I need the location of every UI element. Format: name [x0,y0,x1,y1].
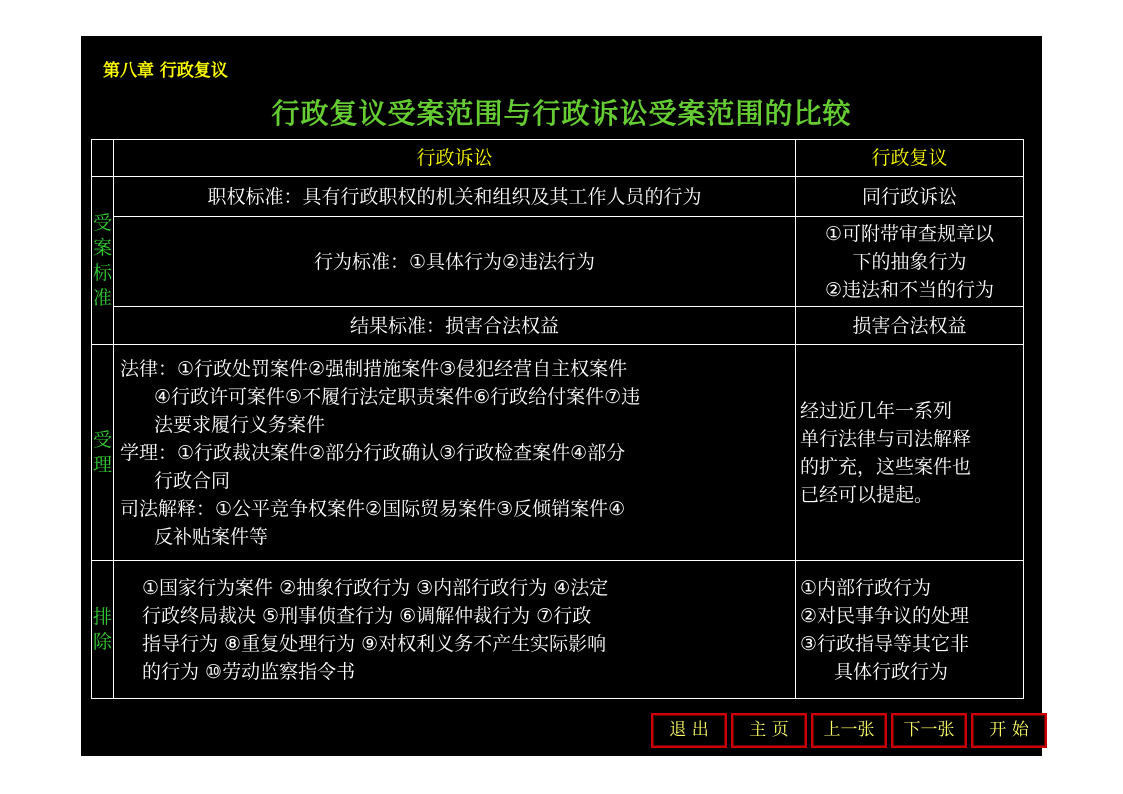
exclusion-review [796,561,1024,699]
scope-review-line: 经过近几年一系列 [800,399,953,422]
scope-line: 反补贴案件等 [154,525,269,548]
behavior-review [796,217,1024,307]
exclusion-review-line: 具体行政行为 [834,660,949,683]
section-acceptance-standard [92,177,114,345]
exclusion-line: 指导行为 ⑧重复处理行为 ⑨对权利义务不产生实际影响 [142,632,607,655]
header-litigation: 行政诉讼 [114,140,796,177]
exclusion-line: 的行为 ⑩劳动监察指令书 [142,660,356,683]
corner-cell [92,140,114,177]
behavior-review-line: ②违法和不当的行为 [824,278,995,301]
section-label: 受案标准 [92,211,112,309]
authority-review: 同行政诉讼 [796,177,1024,217]
scope-line: 行政合同 [154,469,231,492]
scope-line: 学理：①行政裁决案件②部分行政确认③行政检查案件④部分 [120,441,626,464]
exclusion-review-line: ①内部行政行为 [800,576,932,599]
nav-bar [651,713,1051,748]
exclusion-review-line: ③行政指导等其它非 [800,632,970,655]
next-button[interactable]: 下一张 [891,713,967,748]
section-label: 受理 [92,428,112,476]
header-review: 行政复议 [796,140,1024,177]
section-exclusion [92,561,114,699]
home-button[interactable]: 主 页 [731,713,807,748]
slide [81,36,1042,756]
scope-litigation [114,345,796,561]
exclusion-line: 行政终局裁决 ⑤刑事侦查行为 ⑥调解仲裁行为 ⑦行政 [142,604,592,627]
exclusion-line: ①国家行为案件 ②抽象行政行为 ③内部行政行为 ④法定 [142,576,609,599]
exclusion-litigation [114,561,796,699]
comparison-table [91,139,1024,699]
chapter-label: 第八章 行政复议 [103,61,228,81]
authority-litigation: 职权标准：具有行政职权的机关和组织及其工作人员的行为 [114,177,796,217]
slide-title: 行政复议受案范围与行政诉讼受案范围的比较 [271,97,852,130]
behavior-review-line: 下的抽象行为 [852,250,967,273]
scope-review-line: 的扩充，这些案件也 [800,455,972,478]
scope-line: 司法解释：①公平竞争权案件②国际贸易案件③反倾销案件④ [120,497,626,520]
scope-review-line: 单行法律与司法解释 [800,427,972,450]
prev-button[interactable]: 上一张 [811,713,887,748]
scope-line: ④行政许可案件⑤不履行法定职责案件⑥行政给付案件⑦违 [154,385,641,408]
scope-line: 法律：①行政处罚案件②强制措施案件③侵犯经营自主权案件 [120,357,628,380]
exit-button[interactable]: 退 出 [651,713,727,748]
scope-review [796,345,1024,561]
section-scope [92,345,114,561]
result-review: 损害合法权益 [796,307,1024,345]
scope-review-line: 已经可以提起。 [800,483,934,506]
behavior-review-line: ①可附带审查规章以 [824,222,995,245]
result-litigation: 结果标准：损害合法权益 [114,307,796,345]
start-button[interactable]: 开 始 [971,713,1047,748]
exclusion-review-line: ②对民事争议的处理 [800,604,970,627]
section-label: 排除 [92,605,112,653]
scope-line: 法要求履行义务案件 [154,413,326,436]
behavior-litigation: 行为标准：①具体行为②违法行为 [114,217,796,307]
